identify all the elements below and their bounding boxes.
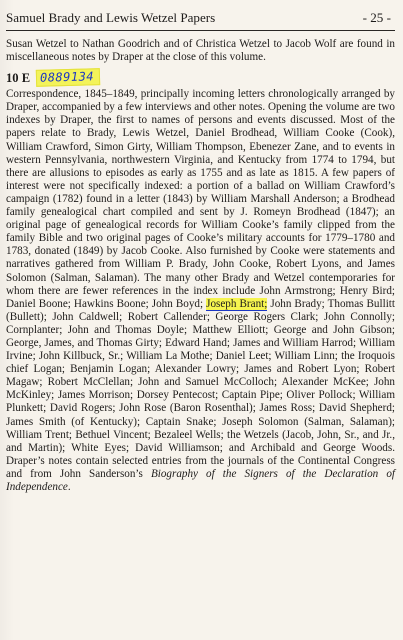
entry-body [6, 88, 395, 494]
intro-paragraph: Susan Wetzel to Nathan Goodrich and of Christica Wetzel to Jacob Wolf are found in miscellaneous notes by Draper at the close of this volume. [6, 38, 395, 64]
highlighted-name: Joseph Brant; [206, 297, 268, 310]
page-number: - 25 - [362, 10, 391, 25]
entry-label: 10 E [6, 70, 31, 85]
entry-body-end: . [67, 481, 71, 493]
header-rule [6, 30, 395, 31]
entry-body-part2: John Brady; Thomas Bullitt (Bullett); John Caldwell; Robert Callender; George Rogers Clark; John Connolly; Cornplanter; John and Thomas Doyle; Matthew Elliott; George and John Gibson; George, James, and Thomas Girty; Edward Hand; James and William Harrod; William Irvine; John Killbuck, Sr.; William La Mothe; Daniel Leet; William Linn; the Iroquois chief Logan; Benjamin Logan; Alexander Lowry; James and Robert Lyon; Robert Magaw; Robert McClellan; John and Samuel McColloch; Alexander McKee; John McKinley; James Morrison; Dorsey Pentecost; Captain Pipe; Oliver Pollock; William Plunkett; David Rogers; John Rose (Baron Rosenthal); James Ross; David Shepherd; James Smith (of Kentucky); Captain Snake; Joseph Solomon (Salman, Salaman); William Trent; Bethuel Vincent; Bezaleel Wells; the Wetzels (Jacob, John, Sr., and Jr., and Martin); White Eyes; David Williamson; and Archibald and George Woods. Draper’s notes contain selected entries from the journals of the Continental Congress and from John Sanderson’s [6, 297, 395, 480]
italic-book-title: Biography of the Signers of the Declaration of Independence [6, 467, 395, 493]
handwritten-stamp: 0889134 [36, 68, 101, 87]
entry-body-part1: Correspondence, 1845–1849, principally incoming letters chronologically arranged by Draper, accompanied by a few interviews and other notes. Opening the volume are two indexes by Draper, the first to names of persons and events discussed. Most of the papers relate to Brady, Lewis Wetzel, Daniel Brodhead, William Cooke (Cook), William Crawford, Simon Girty, William Thompson, Ebenezer Zane, and to events in western Pennsylvania, northwestern Virginia, and Kentucky from 1774 to 1794, but there are allusions to episodes as early as 1755 and as late as 1815. A few papers of interest were not specifically indexed: a portion of a ballad on William Crawford’s campaign (1782) found in a letter (1843) by William Marshall Anderson; a Brodhead family genealogical chart compiled and sent by J. Romeyn Brodhead (1847); an original page of genealogical records for William Cooke’s family clipped from the family Bible and two original pages of Cooke’s military accounts for 1779–1780 and 1783, donated (1849) by Jacob Cooke. Also furnished by Cooke were statements and narratives gathered from William P. Brady, John Cooke, Robert Lyons, and James Solomon (Salman, Salaman). The many other Brady and Wetzel contemporaries for whom there are fewer references in the index include John Armstrong; Henry Bird; Daniel Boone; Hawkins Boone; John Boyd; [6, 88, 395, 310]
running-head [6, 10, 395, 26]
header-title: Samuel Brady and Lewis Wetzel Papers [6, 10, 216, 25]
entry-heading [6, 69, 395, 86]
